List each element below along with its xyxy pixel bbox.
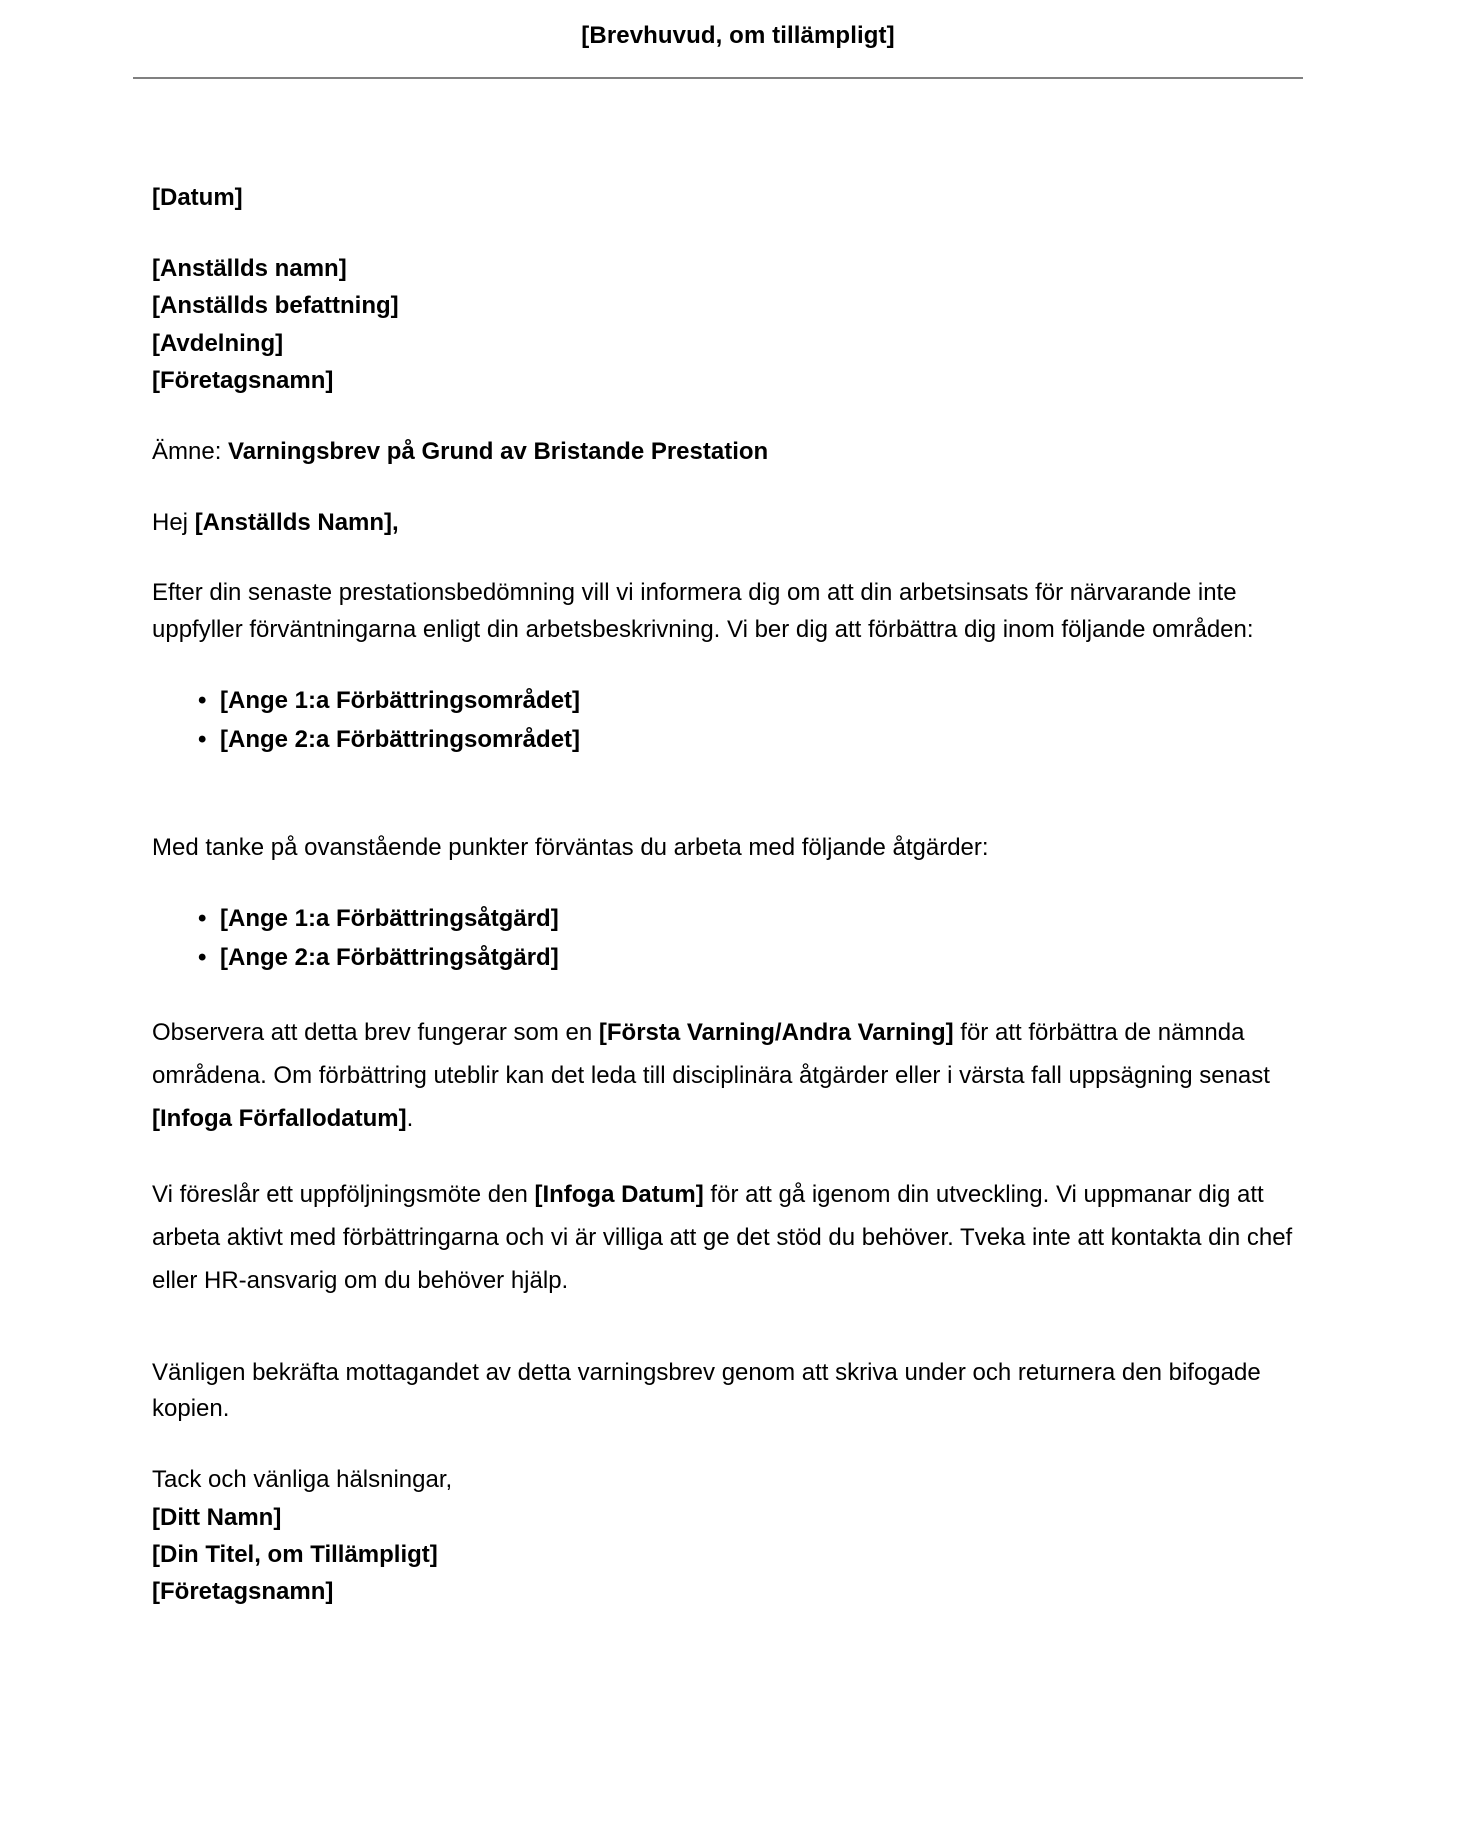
sender-title: [Din Titel, om Tillämpligt] <box>152 1540 438 1568</box>
list-item: • [Ange 1:a Förbättringsåtgärd] <box>198 900 1330 939</box>
list-item: • [Ange 2:a Förbättringsområdet] <box>198 721 1330 760</box>
spacer-after-recipient <box>152 399 1330 433</box>
salutation-greeting: Hej <box>152 509 189 537</box>
recipient-position: [Anställds befattning] <box>152 292 399 320</box>
list-item: • [Ange 1:a Förbättringsområdet] <box>198 682 1330 721</box>
warning-text-2: för att förbättra de nämnda områdena. Om förbättring uteblir kan det leda till disciplinära åtgärder eller i värsta fall uppsägning senast <box>152 1019 1270 1089</box>
spacer-after-followup <box>152 1303 1330 1355</box>
followup-text-1: Vi föreslår ett uppföljningsmöte den <box>152 1181 535 1209</box>
warning-paragraph <box>152 1012 1330 1140</box>
spacer-after-areas <box>152 760 1330 830</box>
letter-body <box>0 79 1476 1610</box>
spacer-before-actions <box>152 866 1330 900</box>
spacer-before-closing <box>152 1427 1330 1461</box>
improvement-areas-list <box>152 682 1330 760</box>
spacer-before-areas <box>152 648 1330 682</box>
warning-text-1: Observera att detta brev fungerar som en <box>152 1019 599 1047</box>
subject-line <box>152 433 1330 470</box>
recipient-company: [Företagsnamn] <box>152 366 334 394</box>
list-item: • [Ange 2:a Förbättringsåtgärd] <box>198 939 1330 978</box>
recipient-department: [Avdelning] <box>152 329 284 357</box>
actions-intro-paragraph: Med tanke på ovanstående punkter förväntas du arbeta med följande åtgärder: <box>152 834 989 861</box>
spacer-after-subject <box>152 470 1330 504</box>
intro-paragraph: Efter din senaste prestationsbedömning vill vi informera dig om att din arbetsinsats för närvarande inte uppfyller förväntningarna enligt din arbetsbeskrivning. Vi ber dig att förbättra dig inom följande områden: <box>152 579 1254 643</box>
subject-label: Ämne: <box>152 437 222 465</box>
closing-salutation: Tack och vänliga hälsningar, <box>152 1466 453 1494</box>
followup-text-2: för att gå igenom din utveckling. Vi uppmanar dig att arbeta aktivt med förbättringarna och vi är villiga att ge det stöd du behöver. Tveka inte att kontakta din chef eller HR-ansvarig om du behöver hjälp. <box>152 1181 1293 1294</box>
due-date-placeholder: [Infoga Förfallodatum] <box>152 1104 407 1132</box>
recipient-name: [Anställds namn] <box>152 255 347 283</box>
followup-paragraph <box>152 1174 1330 1302</box>
top-spacer <box>152 79 1330 179</box>
meeting-date-placeholder: [Infoga Datum] <box>534 1181 704 1209</box>
sender-company: [Företagsnamn] <box>152 1578 334 1606</box>
date-placeholder: [Datum] <box>152 184 243 211</box>
letterhead-title: [Brevhuvud, om tillämpligt] <box>581 22 895 49</box>
sender-name: [Ditt Namn] <box>152 1503 282 1531</box>
salutation-name: [Anställds Namn], <box>194 509 399 537</box>
warning-text-3: . <box>406 1104 414 1132</box>
spacer-after-warning <box>152 1140 1330 1174</box>
acknowledge-paragraph: Vänligen bekräfta mottagandet av detta varningsbrev genom att skriva under och returnera den bifogade kopien. <box>152 1358 1261 1422</box>
spacer-after-date <box>152 216 1330 250</box>
warning-type-placeholder: [Första Varning/Andra Varning] <box>598 1019 954 1047</box>
spacer-after-salutation <box>152 541 1330 575</box>
salutation-line <box>152 504 1330 541</box>
spacer-after-actions <box>152 978 1330 1012</box>
improvement-actions-list <box>152 900 1330 978</box>
subject-value: Varningsbrev på Grund av Bristande Prestation <box>228 437 769 465</box>
